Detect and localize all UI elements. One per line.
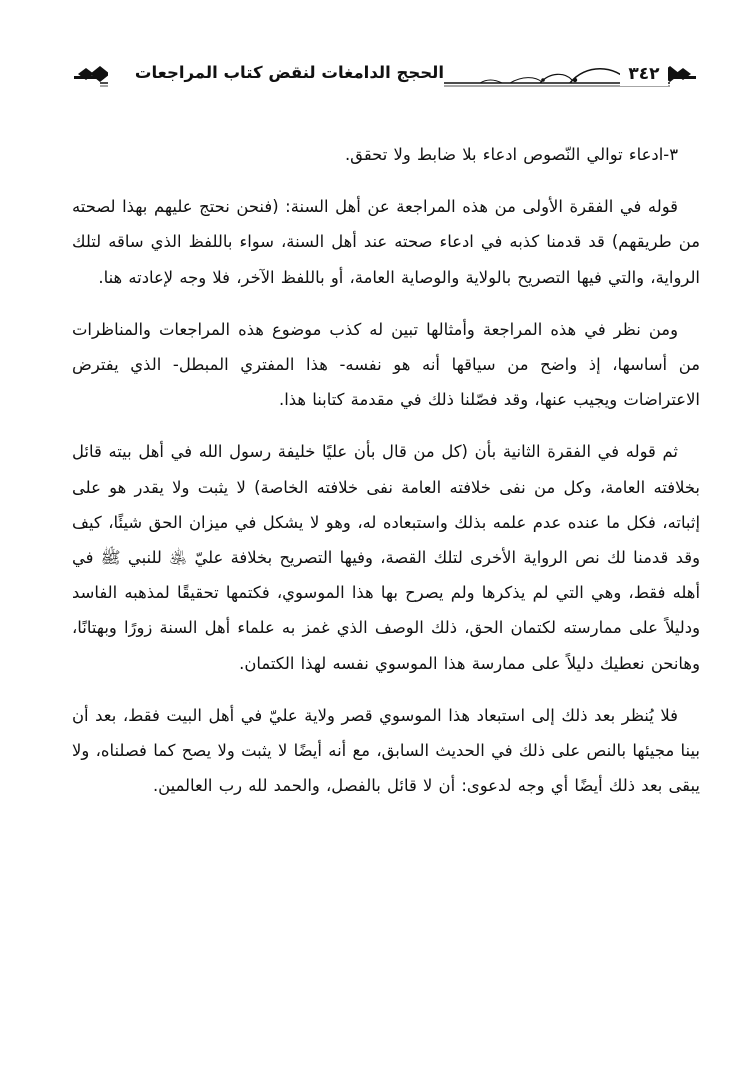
running-title: الحجج الدامغات لنقض كتاب المراجعات	[108, 58, 444, 88]
paragraph: ٣-ادعاء توالي النّصوص ادعاء بلا ضابط ولا تحقق.	[344, 145, 678, 164]
paragraph: فلا يُنظر بعد ذلك إلى استبعاد هذا الموسوي قصر ولاية عليّ في أهل البيت فقط، بعد أن بينا مجيئها بالنص على ذلك في الحديث السابق، مع أنه أيضًا لا يثبت ولا يصح كما فصلناه، ولا يبقى بعد ذلك أيضًا أي وجه لدعوى: أن لا قائل بالفصل، والحمد لله رب العالمين.	[72, 705, 700, 796]
double-floral-ornament-icon	[74, 66, 110, 82]
paragraph: ومن نظر في هذه المراجعة وأمثالها تبين له كذب موضوع هذه المراجعات والمناظرات من أساسها، إذ واضح من سياقها أنه هو نفسه- هذا المفتري المبطل- الذي يفترض الاعتراضات ويجيب عنها، وقد فصّلنا ذلك في مقدمة كتابنا هذا.	[72, 319, 700, 410]
paragraph: ثم قوله في الفقرة الثانية بأن (كل من قال بأن عليًا خليفة رسول الله في أهل بيته قائل بخلافته العامة، وكل من نفى خلافته العامة نفى خلافته الخاصة) لا يثبت ولا يقدر هو على إثباته، فكل ما عنده عدم علمه بذلك واستبعاده له، وهو لا يشكل في ميزان الحق شيئًا، كيف وقد قدمنا لك نص الرواية الأخرى لتلك القصة، وفيها التصريح بخلافة عليّ ﵁ للنبي ﷺ في أهله فقط، وهي التي لم يذكرها ولم يصرح بها هذا الموسوي، فكتمها تحقيقًا لمذهبه الفاسد ودليلاً على ممارسته لكتمان الحق، ذلك الوصف الذي غمز به علماء أهل السنة زورًا وبهتانًا، وهانحن نعطيك دليلاً على ممارسة هذا الموسوي نفسه لهذا الكتمان.	[72, 442, 700, 673]
page-body	[72, 137, 700, 803]
running-header	[70, 56, 700, 92]
page-number: ٣٤٢	[620, 62, 668, 86]
paragraph: قوله في الفقرة الأولى من هذه المراجعة عن أهل السنة: (فنحن نحتج عليهم بهذا لصحته من طريقهم) قد قدمنا كذبه في ادعاء صحته عند أهل السنة، سواء باللفظ الذي ساقه لتلك الرواية، والتي فيها التصريح بالولاية والوصاية العامة، أو باللفظ الآخر، فلا وجه لإعادته هنا.	[72, 197, 700, 287]
